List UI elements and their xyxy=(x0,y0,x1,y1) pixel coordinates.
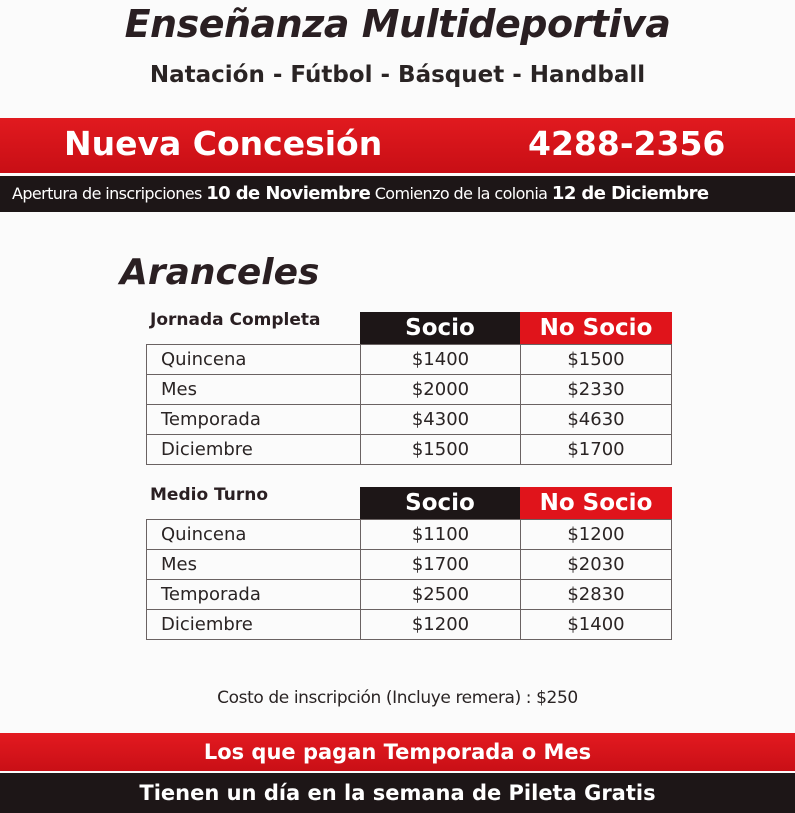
start-label: Comienzo de la colonia xyxy=(374,184,548,203)
table-row xyxy=(147,609,671,639)
no-socio-price: $1200 xyxy=(567,524,625,545)
promo-line-1: Los que pagan Temporada o Mes xyxy=(0,733,795,771)
no-socio-price: $2830 xyxy=(567,584,625,605)
dates-banner xyxy=(0,176,795,212)
socio-price: $1100 xyxy=(361,520,521,549)
socio-price: $1400 xyxy=(361,345,521,374)
registration-cost: Costo de inscripción (Incluye remera) : $250 xyxy=(217,688,578,708)
period-cell: Mes xyxy=(147,550,361,579)
table-row xyxy=(147,404,671,434)
table-row xyxy=(147,549,671,579)
no-socio-price: $1500 xyxy=(567,349,625,370)
header-socio: Socio xyxy=(360,312,520,344)
socio-price: $2000 xyxy=(361,375,521,404)
table-row xyxy=(147,434,671,464)
period-cell: Diciembre xyxy=(147,435,361,464)
enroll-date: 10 de Noviembre xyxy=(206,183,371,204)
no-socio-price: $1400 xyxy=(567,614,625,635)
no-socio-price: $1700 xyxy=(567,439,625,460)
header-socio: Socio xyxy=(360,487,520,519)
period-cell: Temporada xyxy=(147,405,361,434)
concession-banner xyxy=(0,118,795,173)
header-no-socio: No Socio xyxy=(520,487,672,519)
table-title: Medio Turno xyxy=(150,485,269,505)
no-socio-price: $2030 xyxy=(567,554,625,575)
period-cell: Diciembre xyxy=(147,610,361,639)
socio-price: $2500 xyxy=(361,580,521,609)
sports-list: Natación - Fútbol - Básquet - Handball xyxy=(149,62,646,88)
table-row xyxy=(147,345,671,374)
enroll-label: Apertura de inscripciones xyxy=(12,184,202,203)
socio-price: $1500 xyxy=(361,435,521,464)
period-cell: Quincena xyxy=(147,345,361,374)
period-cell: Mes xyxy=(147,375,361,404)
page-title: Enseñanza Multideportiva xyxy=(124,2,671,46)
period-cell: Quincena xyxy=(147,520,361,549)
table-title: Jornada Completa xyxy=(150,310,321,330)
socio-price: $4300 xyxy=(361,405,521,434)
socio-price: $1200 xyxy=(361,610,521,639)
table-row xyxy=(147,374,671,404)
promo-line-2: Tienen un día en la semana de Pileta Gratis xyxy=(0,773,795,813)
table-row xyxy=(147,579,671,609)
table-medio-turno xyxy=(146,485,672,640)
no-socio-price: $4630 xyxy=(567,409,625,430)
no-socio-price: $2330 xyxy=(567,379,625,400)
section-title: Aranceles xyxy=(120,252,320,293)
phone-number: 4288-2356 xyxy=(528,124,726,163)
period-cell: Temporada xyxy=(147,580,361,609)
start-date: 12 de Diciembre xyxy=(551,183,709,204)
table-jornada-completa xyxy=(146,310,672,465)
table-row xyxy=(147,520,671,549)
concession-label: Nueva Concesión xyxy=(64,124,383,163)
header-no-socio: No Socio xyxy=(520,312,672,344)
socio-price: $1700 xyxy=(361,550,521,579)
